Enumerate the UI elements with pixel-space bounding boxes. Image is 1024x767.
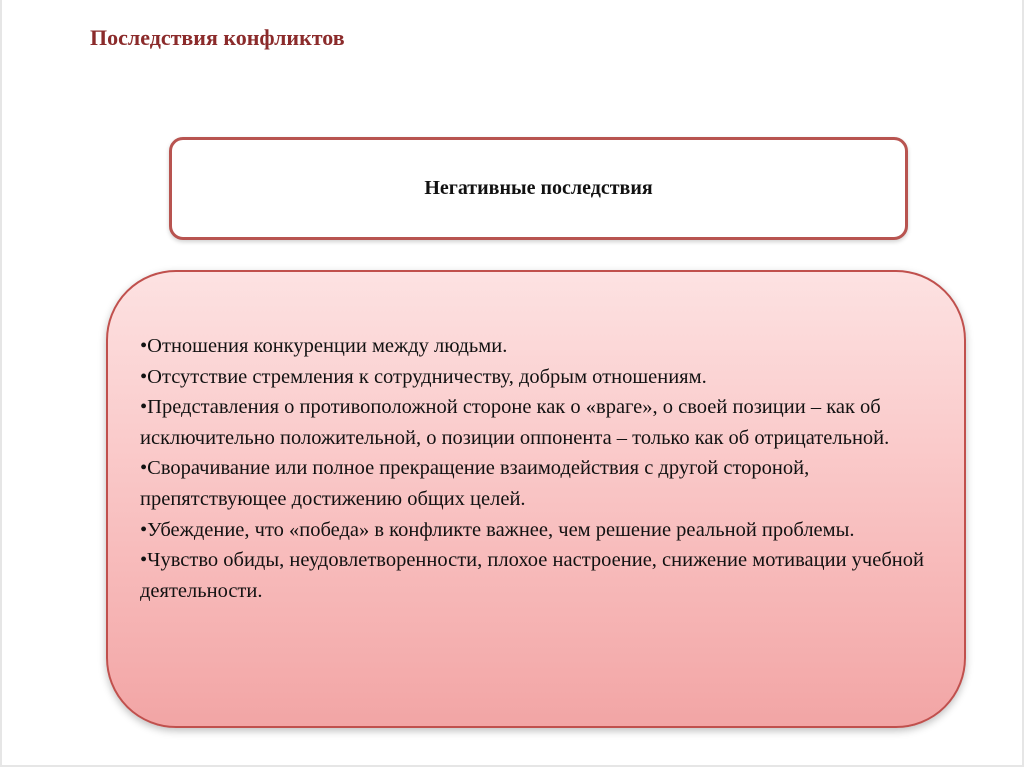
bullet-item: •Чувство обиды, неудовлетворенности, плохое настроение, снижение мотивации учебной деятельности. [140,549,924,602]
slide-title: Последствия конфликтов [90,25,345,50]
bullet-item: •Сворачивание или полное прекращение взаимодействия с другой стороной, препятствующее достижению общих целей. [140,457,810,510]
bullet-item: •Отношения конкуренции между людьми. [140,335,508,357]
header-text: Негативные последствия [424,177,653,199]
bullet-item: •Представления о противоположной стороне как о «враге», о своей позиции – как об исключительно положительной, о позиции оппонента – только как об отрицательной. [140,396,890,449]
bullet-item: •Отсутствие стремления к сотрудничеству, добрым отношениям. [140,365,707,388]
bullet-list [140,331,940,606]
bullet-item: •Убеждение, что «победа» в конфликте важнее, чем решение реальной проблемы. [140,518,855,541]
header-box [169,137,908,240]
